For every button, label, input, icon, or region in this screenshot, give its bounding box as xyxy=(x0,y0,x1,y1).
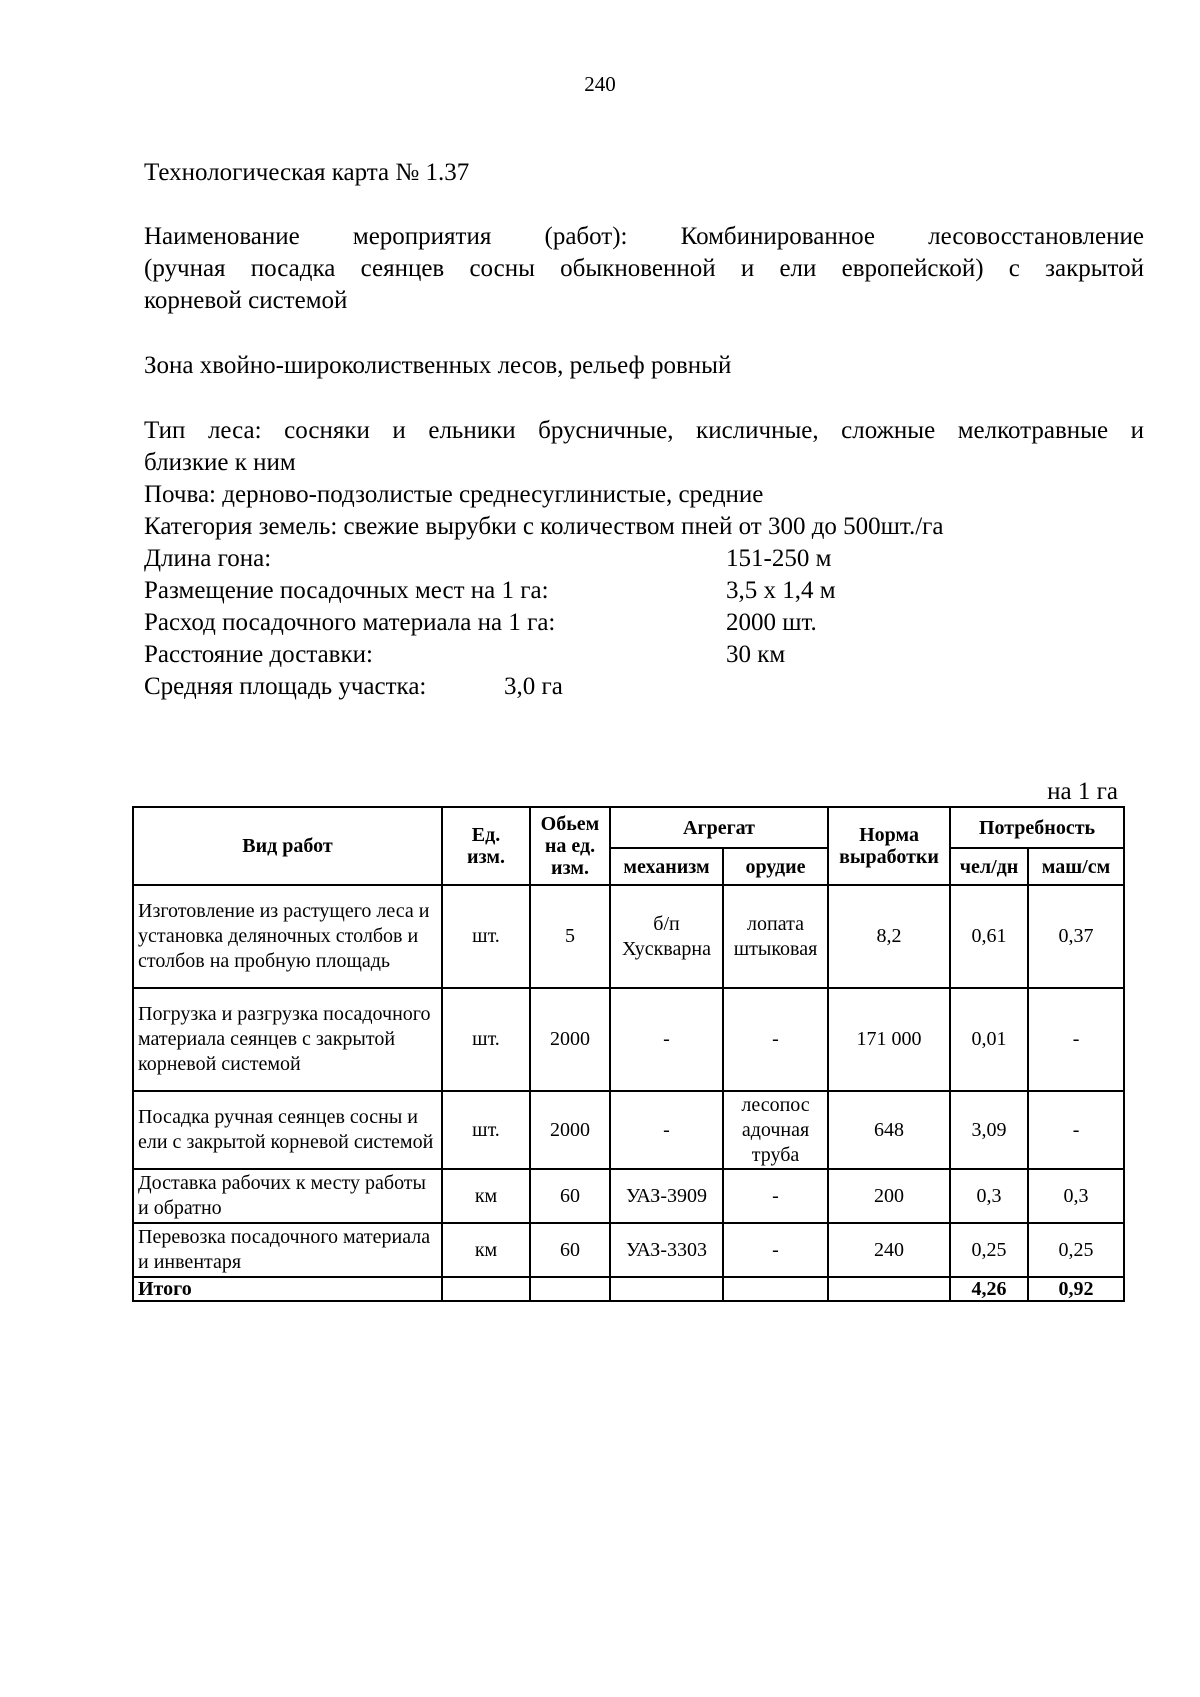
cell-machine-shifts: - xyxy=(1028,1091,1124,1169)
header-unit: Ед. изм. xyxy=(442,807,530,885)
cell-volume: 2000 xyxy=(530,988,610,1091)
param-value: 151-250 м xyxy=(726,545,832,572)
param-value: 30 км xyxy=(726,641,786,668)
area-value: 3,0 га xyxy=(504,673,563,700)
total-machine-shifts: 0,92 xyxy=(1028,1277,1124,1301)
table-row xyxy=(133,885,1124,988)
cell-mechanism: УАЗ-3909 xyxy=(610,1169,723,1223)
param-label: Длина гона: xyxy=(144,545,272,572)
cell-norm: 171 000 xyxy=(828,988,950,1091)
cell-work: Перевозка посадочного материала и инвентаря xyxy=(133,1223,442,1277)
cell-unit: км xyxy=(442,1223,530,1277)
header-mechanism: механизм xyxy=(610,848,723,885)
cell-volume: 60 xyxy=(530,1169,610,1223)
forest-type-line-2: близкие к ним xyxy=(144,449,296,476)
activity-line-3: корневой системой xyxy=(144,287,348,314)
cell-tool: лесопос адочная труба xyxy=(723,1091,828,1169)
cell-person-days: 0,25 xyxy=(950,1223,1028,1277)
cell-work: Посадка ручная сеянцев сосны и ели с закрытой корневой системой xyxy=(133,1091,442,1169)
header-need: Потребность xyxy=(950,807,1124,848)
area-label: Средняя площадь участка: xyxy=(144,673,427,700)
cell-person-days: 0,3 xyxy=(950,1169,1028,1223)
cell-mechanism: б/п Хускварна xyxy=(610,885,723,988)
cell-unit: шт. xyxy=(442,988,530,1091)
activity-line-2: (ручная посадка сеянцев сосны обыкновенной и ели европейской) с закрытой xyxy=(144,255,1144,282)
param-value: 3,5 х 1,4 м xyxy=(726,577,836,604)
header-tool: орудие xyxy=(723,848,828,885)
cell-work: Изготовление из растущего леса и установка деляночных столбов и столбов на пробную площадь xyxy=(133,885,442,988)
cell-person-days: 3,09 xyxy=(950,1091,1028,1169)
table-total-row xyxy=(133,1277,1124,1301)
total-empty-cell xyxy=(610,1277,723,1301)
param-label: Расстояние доставки: xyxy=(144,641,373,668)
cell-machine-shifts: 0,37 xyxy=(1028,885,1124,988)
total-empty-cell xyxy=(723,1277,828,1301)
total-empty-cell xyxy=(828,1277,950,1301)
table-row xyxy=(133,988,1124,1091)
cell-volume: 2000 xyxy=(530,1091,610,1169)
forest-type-line-1: Тип леса: сосняки и ельники брусничные, кисличные, сложные мелкотравные и xyxy=(144,417,1144,444)
header-volume: Обьем на ед. изм. xyxy=(530,807,610,885)
cell-tool: - xyxy=(723,988,828,1091)
header-work: Вид работ xyxy=(133,807,442,885)
cell-norm: 648 xyxy=(828,1091,950,1169)
total-label: Итого xyxy=(133,1277,442,1301)
cell-mechanism: - xyxy=(610,988,723,1091)
works-table xyxy=(132,806,1125,1302)
param-label: Расход посадочного материала на 1 га: xyxy=(144,609,556,636)
cell-person-days: 0,01 xyxy=(950,988,1028,1091)
header-machine-shifts: маш/см xyxy=(1028,848,1124,885)
table-row xyxy=(133,1223,1124,1277)
total-empty-cell xyxy=(530,1277,610,1301)
table-row xyxy=(133,1169,1124,1223)
cell-person-days: 0,61 xyxy=(950,885,1028,988)
cell-norm: 8,2 xyxy=(828,885,950,988)
table-row xyxy=(133,1091,1124,1169)
header-aggregate: Агрегат xyxy=(610,807,828,848)
cell-tool: - xyxy=(723,1169,828,1223)
total-person-days: 4,26 xyxy=(950,1277,1028,1301)
cell-unit: км xyxy=(442,1169,530,1223)
cell-volume: 5 xyxy=(530,885,610,988)
cell-machine-shifts: 0,25 xyxy=(1028,1223,1124,1277)
cell-tool: лопата штыковая xyxy=(723,885,828,988)
soil-text: Почва: дерново-подзолистые среднесуглинистые, средние xyxy=(144,481,764,508)
cell-unit: шт. xyxy=(442,1091,530,1169)
cell-unit: шт. xyxy=(442,885,530,988)
cell-norm: 200 xyxy=(828,1169,950,1223)
table-unit-note: на 1 га xyxy=(1047,778,1118,805)
cell-tool: - xyxy=(723,1223,828,1277)
activity-line-1: Наименование мероприятия (работ): Комбинированное лесовосстановление xyxy=(144,223,1144,250)
land-category-text: Категория земель: свежие вырубки с количеством пней от 300 до 500шт./га xyxy=(144,513,944,540)
cell-machine-shifts: - xyxy=(1028,988,1124,1091)
cell-mechanism: УАЗ-3303 xyxy=(610,1223,723,1277)
cell-volume: 60 xyxy=(530,1223,610,1277)
total-empty-cell xyxy=(442,1277,530,1301)
cell-work: Погрузка и разгрузка посадочного материала сеянцев с закрытой корневой системой xyxy=(133,988,442,1091)
param-label: Размещение посадочных мест на 1 га: xyxy=(144,577,549,604)
zone-text: Зона хвойно-широколиственных лесов, рельеф ровный xyxy=(144,352,732,379)
card-title: Технологическая карта № 1.37 xyxy=(144,159,470,186)
table-header-row xyxy=(133,807,1124,848)
page-number: 240 xyxy=(584,72,616,96)
cell-machine-shifts: 0,3 xyxy=(1028,1169,1124,1223)
header-person-days: чел/дн xyxy=(950,848,1028,885)
cell-norm: 240 xyxy=(828,1223,950,1277)
header-norm: Норма выработки xyxy=(828,807,950,885)
param-value: 2000 шт. xyxy=(726,609,817,636)
cell-work: Доставка рабочих к месту работы и обратно xyxy=(133,1169,442,1223)
cell-mechanism: - xyxy=(610,1091,723,1169)
